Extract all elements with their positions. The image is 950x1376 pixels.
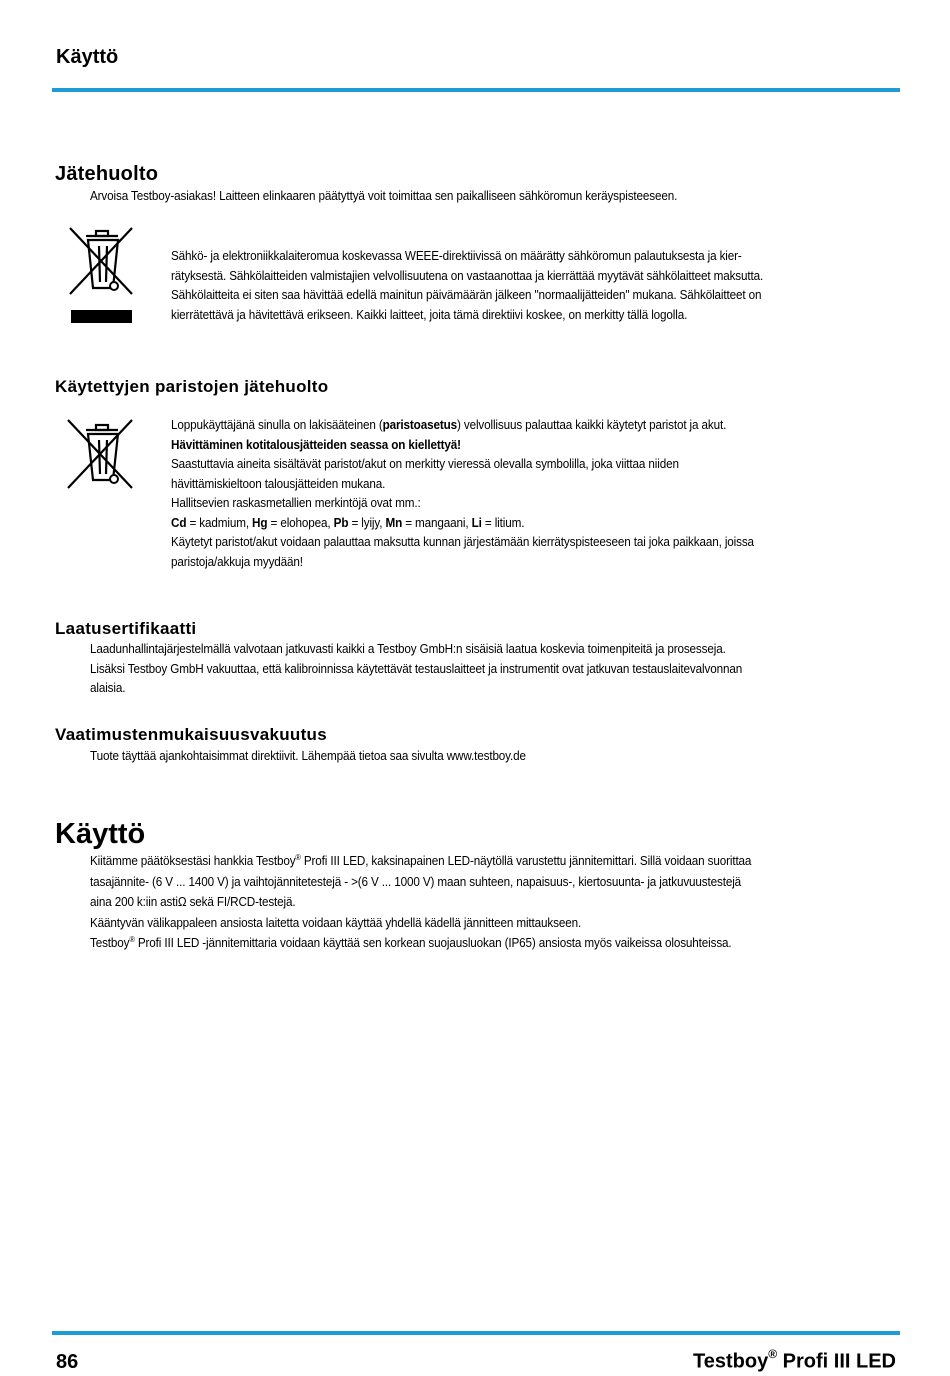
metal-name: = litium.	[484, 515, 525, 530]
page-header-title: Käyttö	[56, 46, 119, 68]
page-number: 86	[56, 1351, 79, 1373]
kaytto-line-1-pre: Kiitämme päätöksestäsi hankkia Testboy	[90, 854, 296, 868]
metal-symbol: Mn	[385, 515, 403, 530]
metal-name: = mangaani,	[405, 515, 472, 530]
laatu-line: Lisäksi Testboy GmbH vakuuttaa, että kalibroinnissa käytettävät testauslaitteet ja instrumentit ovat jatkuvan testauslaitevalvonnan	[90, 661, 743, 676]
paristoasetus-term: paristoasetus	[382, 418, 457, 432]
paristot-line-1-pre: Loppukäyttäjänä sinulla on lakisääteinen (	[171, 418, 383, 432]
laatu-text-block	[90, 640, 742, 699]
section-heading-laatu: Laatusertifikaatti	[55, 619, 197, 638]
section-heading-vaatimus: Vaatimustenmukaisuusvakuutus	[55, 725, 327, 744]
battery-crossed-bin-icon	[66, 418, 136, 490]
paristot-line-5: Hallitsevien raskasmetallien merkintöjä ovat mm.:	[171, 496, 421, 510]
kaytto-line-5-post: Profi III LED -jännitemittaria voidaan käyttää sen korkean suojausluokan (IP65) ansiosta myös vaikeissa olosuhteissa.	[134, 936, 732, 950]
paristot-warning	[171, 436, 754, 456]
metal-name: = kadmium,	[189, 515, 253, 530]
paristot-text-block	[171, 416, 754, 572]
registered-mark: ®	[129, 934, 135, 944]
kaytto-line-2: tasajännite- (6 V ... 1400 V) ja vaihtojännitetestejä - >(6 V ... 1000 V) maan suhteen, napaisuus-, kiertosuunta- ja jatkuvuustestejä	[90, 874, 742, 889]
vaatimus-text: Tuote täyttää ajankohtaisimmat direktiivit. Lähempää tietoa saa sivulta www.testboy.de	[90, 749, 526, 763]
metal-symbol: Hg	[252, 515, 268, 530]
weee-line: rätyksestä. Sähkölaitteiden valmistajien velvollisuutena on vastaanottaa ja kierrättää myytävät sähkölaitteet maksutta.	[171, 268, 764, 283]
kaytto-text-block	[90, 851, 751, 954]
laatu-line: alaisia.	[90, 681, 126, 695]
paristot-line-3: Saastuttavia aineita sisältävät paristot/akut on merkitty vieressä olevalla symbolilla, joka viittaa niiden	[171, 457, 679, 471]
kaytto-line-4: Kääntyvän välikappaleen ansiosta laitetta voidaan käyttää yhdellä kädellä jännitteen mittaukseen.	[90, 915, 582, 930]
kaytto-line-1-post: Profi III LED, kaksinapainen LED-näytöllä varustettu jännitemittari. Sillä voidaan suorittaa	[300, 854, 752, 868]
kaytto-line-1	[90, 851, 751, 872]
header-rule	[52, 88, 900, 92]
footer-product-name: Profi III LED	[777, 1350, 896, 1373]
weee-line: kierrätettävä ja hävitettävä erikseen. Kaikki laitteet, joita tämä direktiivi koskee, on merkitty tällä logolla.	[171, 307, 688, 322]
section-heading-kaytto: Käyttö	[55, 818, 146, 850]
footer-rule	[52, 1331, 900, 1335]
weee-line: Sähkö- ja elektroniikkalaiteromua koskevassa WEEE-direktiivissä on määrätty sähköromun palautuksesta ja kier-	[171, 249, 742, 263]
section-heading-paristot: Käytettyjen paristojen jätehuolto	[55, 377, 329, 396]
footer-registered-mark: ®	[768, 1347, 778, 1361]
paristot-line-8: paristoja/akkuja myydään!	[171, 554, 303, 569]
metal-symbol: Pb	[333, 515, 349, 530]
metals-line	[171, 514, 754, 534]
paristot-line-1-post: ) velvollisuus palauttaa kaikki käytetyt paristot ja akut.	[456, 418, 727, 432]
laatu-line: Laadunhallintajärjestelmällä valvotaan jatkuvasti kaikki a Testboy GmbH:n sisäisiä laatua koskevia toimenpiteitä ja prosesseja.	[90, 642, 726, 656]
kaytto-line-3: aina 200 k:iin astiΩ sekä FI/RCD-testejä.	[90, 895, 296, 909]
metal-symbol: Cd	[171, 515, 187, 530]
paristot-line-4: hävittämiskieltoon talousjätteiden mukana.	[171, 476, 386, 491]
weee-text-block	[171, 247, 763, 325]
kaytto-line-5	[90, 933, 751, 954]
jatehuolto-intro: Arvoisa Testboy-asiakas! Laitteen elinkaaren päätyttyä voit toimittaa sen paikalliseen sähköromun keräyspisteeseen.	[90, 189, 678, 203]
weee-line: Sähkölaitteita ei siten saa hävittää edellä mainitun päivämäärän jälkeen "normaalijätteiden" mukana. Sähkölaitteet on	[171, 288, 762, 302]
paristot-line-1	[171, 416, 754, 436]
weee-crossed-bin-icon	[68, 226, 136, 326]
paristot-line-7: Käytetyt paristot/akut voidaan palauttaa maksutta kunnan järjestämään kierrätyspisteeseen tai joka paikkaan, joissa	[171, 535, 754, 549]
kaytto-line-5-pre: Testboy	[90, 936, 130, 950]
paristot-warning-text: Hävittäminen kotitalousjätteiden seassa on kiellettyä!	[171, 437, 461, 452]
metal-name: = elohopea,	[270, 515, 334, 530]
footer-brand-name: Testboy	[693, 1350, 769, 1373]
registered-mark: ®	[295, 852, 301, 862]
section-heading-jatehuolto: Jätehuolto	[55, 163, 159, 185]
metal-symbol: Li	[471, 515, 482, 530]
footer-brand	[693, 1349, 896, 1374]
metal-name: = lyijy,	[351, 515, 386, 530]
